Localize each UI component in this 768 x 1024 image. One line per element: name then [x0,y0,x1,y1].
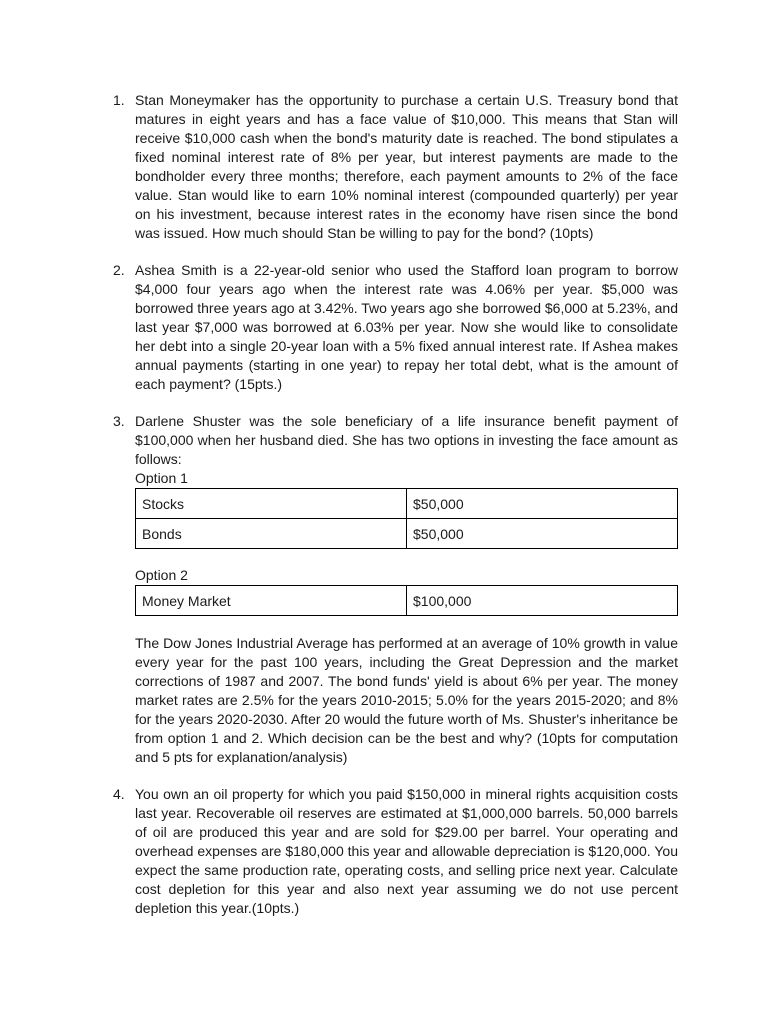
table-cell-item: Money Market [136,586,407,616]
table-cell-amount: $50,000 [407,519,678,549]
option-1-table [135,488,678,549]
question-3 [113,412,678,767]
option-1-label: Option 1 [135,470,188,486]
table-cell-item: Stocks [136,489,407,519]
question-2 [113,261,678,394]
option-2-label: Option 2 [135,567,188,583]
table-cell-amount: $100,000 [407,586,678,616]
question-number: 3. [113,413,125,429]
table-row [136,519,678,549]
question-text: Ashea Smith is a 22-year-old senior who used the Stafford loan program to borrow $4,000 four years ago when the interest rate was 4.06% per year. $5,000 was borrowed three years ago at 3.42%. Two years ago she borrowed $6,000 at 5.23%, and last year $7,000 was borrowed at 6.03% per year. Now she would like to consolidate her debt into a single 20-year loan with a 5% fixed annual interest rate. If Ashea makes annual payments (starting in one year) to repay her total debt, what is the amount of each payment? (15pts.) [135,262,678,392]
question-4 [113,785,678,918]
question-number: 4. [113,786,125,802]
question-number: 2. [113,262,125,278]
question-text: You own an oil property for which you paid $150,000 in mineral rights acquisition costs last year. Recoverable oil reserves are estimated at $1,000,000 barrels. 50,000 barrels of oil are produced this year and are sold for $29.00 per barrel. Your operating and overhead expenses are $180,000 this year and allowable depreciation is $120,000. You expect the same production rate, operating costs, and selling price next year. Calculate cost depletion for this year and also next year assuming we do not use percent depletion this year.(10pts.) [135,786,678,916]
table-row [136,489,678,519]
question-number: 1. [113,92,125,108]
table-cell-item: Bonds [136,519,407,549]
question-list [113,91,678,936]
table-cell-amount: $50,000 [407,489,678,519]
question-text: Stan Moneymaker has the opportunity to purchase a certain U.S. Treasury bond that matures in eight years and has a face value of $10,000. This means that Stan will receive $10,000 cash when the bond's maturity date is reached. The bond stipulates a fixed nominal interest rate of 8% per year, but interest payments are made to the bondholder every three months; therefore, each payment amounts to 2% of the face value. Stan would like to earn 10% nominal interest (compounded quarterly) per year on his investment, because interest rates in the economy have risen since the bond was issued. How much should Stan be willing to pay for the bond? (10pts) [135,92,678,241]
table-row [136,586,678,616]
question-1 [113,91,678,243]
option-2-table [135,585,678,616]
question-followup: The Dow Jones Industrial Average has performed at an average of 10% growth in value every year for the past 100 years, including the Great Depression and the market corrections of 1987 and 2007. The bond funds' yield is about 6% per year. The money market rates are 2.5% for the years 2010-2015; 5.0% for the years 2015-2020; and 8% for the years 2020-2030. After 20 would the future worth of Ms. Shuster's inheritance be from option 1 and 2. Which decision can be the best and why? (10pts for computation and 5 pts for explanation/analysis) [135,635,678,765]
question-intro: Darlene Shuster was the sole beneficiary of a life insurance benefit payment of $100,000 when her husband died. She has two options in investing the face amount as follows: [135,413,678,467]
